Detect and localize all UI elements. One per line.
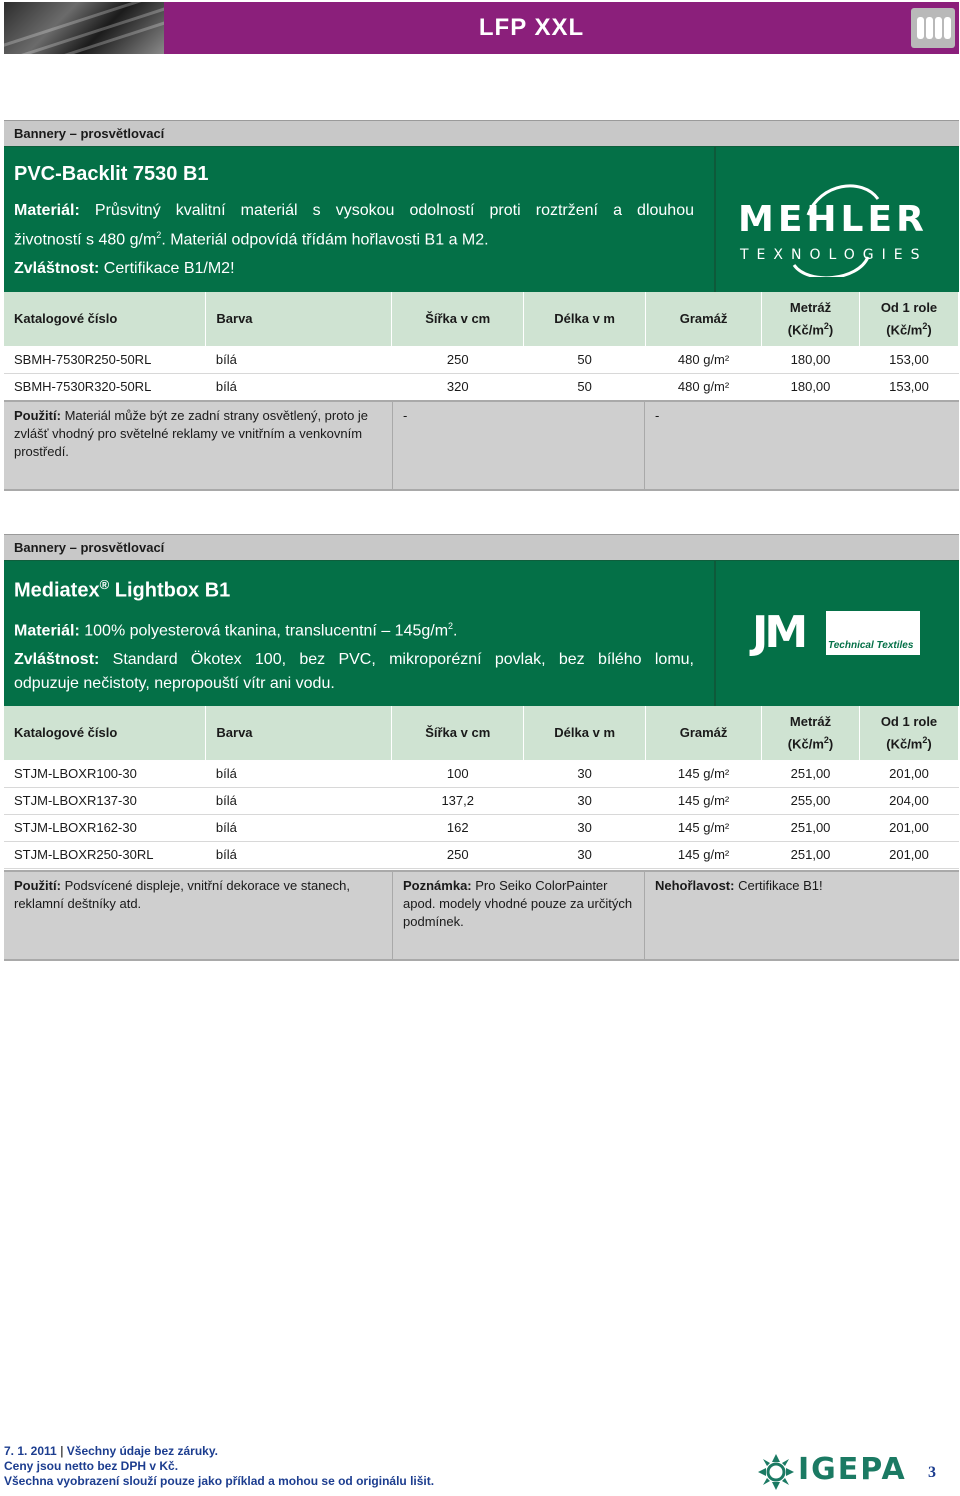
col-color: Barva <box>206 292 392 346</box>
material-line: Materiál: Průsvitný kvalitní materiál s vysokou odolností proti roztržení a dlouhou <box>14 202 694 219</box>
category-bar: Bannery – prosvětlovací <box>4 534 959 560</box>
col-roll-price: Od 1 role $(Kč/m^2)$ <box>860 706 959 760</box>
material-line: Materiál: 100% polyesterová tkanina, translucentní – $145g/m^2$. <box>14 621 458 640</box>
col-weight: Gramáž <box>646 706 762 760</box>
media-rolls-icon <box>911 8 955 48</box>
mehler-subtitle: TEXNOLOGIES <box>740 247 928 263</box>
usage-row <box>4 870 959 961</box>
col-width: Šířka v cm <box>392 292 524 346</box>
jm-letters: JM <box>752 607 805 658</box>
special-line: Zvláštnost: Standard Ökotex 100, bez PVC, mikroporézní povlak, bez bílého lomu, <box>14 651 694 668</box>
category-bar: Bannery – prosvětlovací <box>4 120 959 146</box>
col-catalog: Katalogové číslo <box>4 292 206 346</box>
product-panel <box>4 560 959 706</box>
col-meter-price: Metráž $(Kč/m^2)$ <box>762 292 860 346</box>
col-roll-price: Od 1 role $(Kč/m^2)$ <box>859 292 958 346</box>
product-title: Mediatex® Lightbox B1 <box>14 577 231 602</box>
fire-cell: - <box>644 402 959 489</box>
table-row: STJM-LBOXR250-30RL bílá 250 30 145 g/m² 251,00 201,00 <box>4 841 959 868</box>
mehler-wordmark: MEHLER <box>738 199 928 240</box>
page-title: LFP XXL <box>478 14 585 41</box>
table-row: SBMH-7530R250-50RL bílá 250 50 480 g/m² 180,00 153,00 <box>4 346 959 373</box>
col-weight: Gramáž <box>646 292 762 346</box>
col-meter-price: Metráž $(Kč/m^2)$ <box>762 706 860 760</box>
special-line: Zvláštnost: Certifikace B1/M2! <box>14 260 235 277</box>
product-table <box>4 292 959 401</box>
table-row: STJM-LBOXR162-30 bílá 162 30 145 g/m² 251,00 201,00 <box>4 814 959 841</box>
special-line-2: odpuzuje nečistoty, nepropouští vítr ani vodu. <box>14 675 335 692</box>
product-table <box>4 706 959 869</box>
jm-badge: Technical Textiles <box>826 611 920 655</box>
product-title: PVC-Backlit 7530 B1 <box>14 163 209 185</box>
product-panel <box>4 146 959 292</box>
col-color: Barva <box>206 706 392 760</box>
usage-cell: Použití: Podsvícené displeje, vnitřní dekorace ve stanech, reklamní deštníky atd. <box>14 878 351 911</box>
table-header-row <box>4 292 959 346</box>
note-cell: Poznámka: Pro Seiko ColorPainter apod. modely vhodné pouze za určitých podmínek. <box>392 872 644 959</box>
header-banner <box>4 2 959 54</box>
igepa-logo <box>756 1452 916 1492</box>
table-row: STJM-LBOXR100-30 bílá 100 30 145 g/m² 251,00 201,00 <box>4 760 959 787</box>
table-row: STJM-LBOXR137-30 bílá 137,2 30 145 g/m² 255,00 204,00 <box>4 787 959 814</box>
col-catalog: Katalogové číslo <box>4 706 206 760</box>
material-line-2: životností s 480 $g/m^2$. Materiál odpovídá třídám hořlavosti B1 a M2. <box>14 230 489 249</box>
igepa-wordmark: IGEPA <box>798 1452 907 1487</box>
usage-cell: Použití: Materiál může být ze zadní strany osvětlený, proto je zvlášť vhodný pro světelné reklamy ve vnitřním a venkovním prostředí. <box>14 408 369 459</box>
col-width: Šířka v cm <box>392 706 524 760</box>
mehler-logo <box>738 177 938 277</box>
usage-row <box>4 400 959 491</box>
footer-notes: 7. 1. 2011 | Všechny údaje bez záruky. Ceny jsou netto bez DPH v Kč. Všechna vyobrazení slouží pouze jako příklad a mohou se od originálu lišit. <box>4 1444 435 1488</box>
table-header-row <box>4 706 959 760</box>
col-length: Délka v m <box>524 292 646 346</box>
igepa-emblem-icon <box>756 1452 796 1492</box>
fire-cell: Nehořlavost: Certifikace B1! <box>644 872 959 959</box>
col-length: Délka v m <box>524 706 646 760</box>
page-number: 3 <box>928 1464 936 1481</box>
jm-logo <box>752 607 922 658</box>
note-cell: - <box>392 402 644 489</box>
table-row: SBMH-7530R320-50RL bílá 320 50 480 g/m² 180,00 153,00 <box>4 373 959 400</box>
